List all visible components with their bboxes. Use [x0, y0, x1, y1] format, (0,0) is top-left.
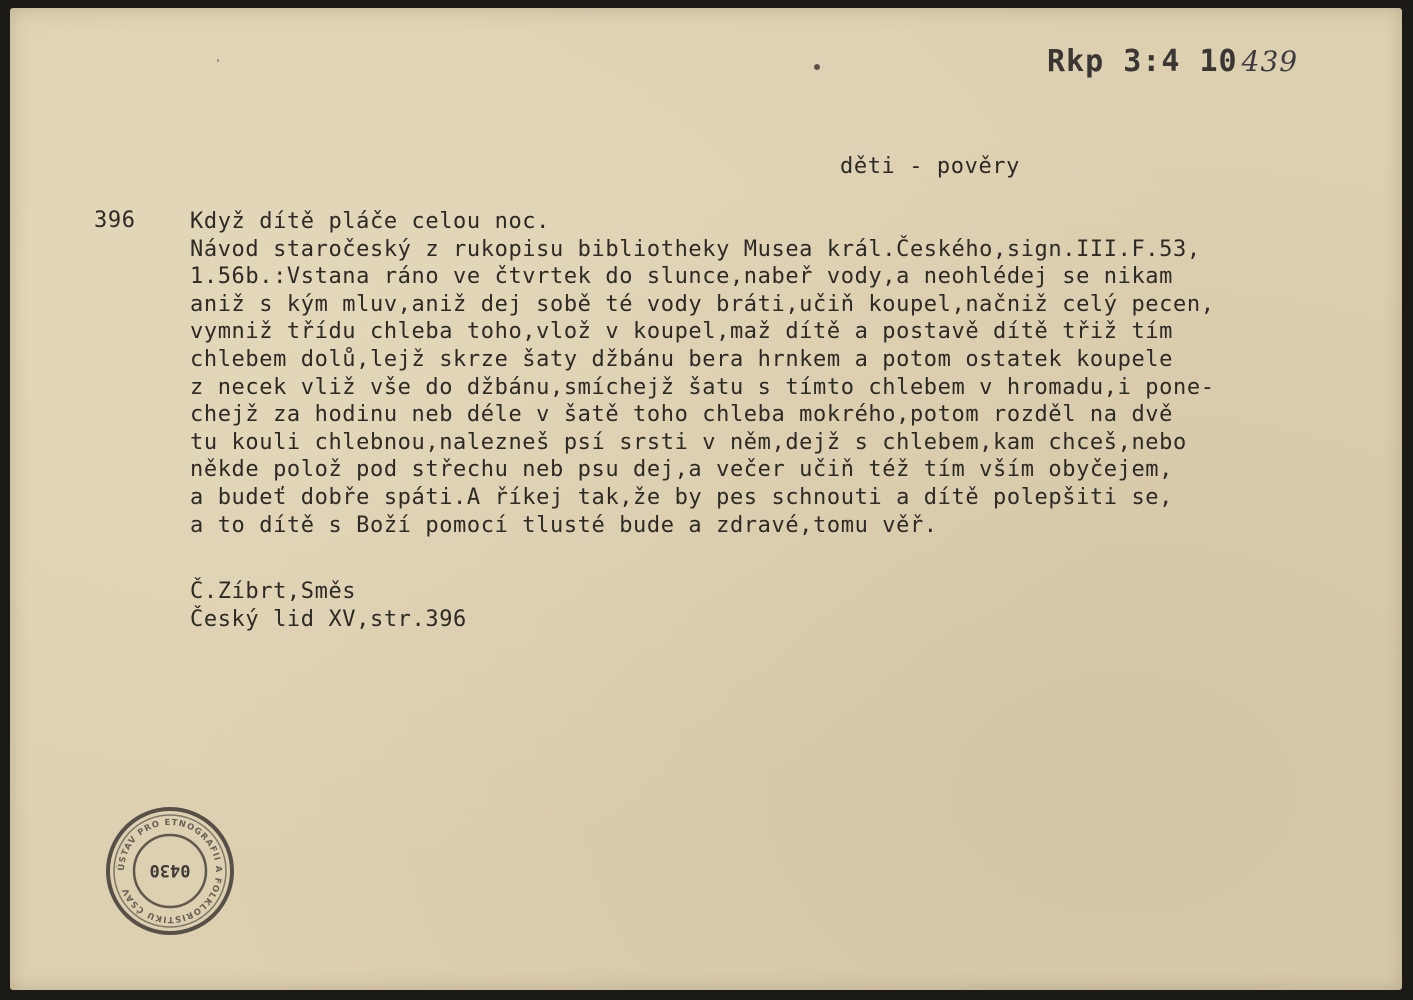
category-heading: děti - pověry — [840, 154, 1020, 179]
source-author: Č.Zíbrt,Směs — [190, 579, 357, 604]
source-citation — [190, 578, 467, 634]
entry-line: 1.56b.:Vstana ráno ve čtvrtek do slunce,nabeř vody,a neohlédej se nikam — [190, 264, 1174, 290]
shelfmark — [1047, 44, 1298, 79]
entry-line: aniž s kým mluv,aniž dej sobě té vody bráti,učiň koupel,načniž celý pecen, — [190, 291, 1215, 317]
shelfmark-typed: Rkp 3:4 10 — [1047, 44, 1238, 79]
entry-line: a budeť dobře spáti.A říkej tak,že by pes schnouti a dítě polepšiti se, — [190, 484, 1174, 510]
entry-line: někde polož pod střechu neb psu dej,a večer učiň též tím vším obyčejem, — [190, 457, 1174, 483]
entry-line: vymniž třídu chleba toho,vlož v koupel,maž dítě a postavě dítě třiž tím — [190, 319, 1174, 345]
stamp-ring-text: ÚSTAV PRO ETNOGRAFII A FOLKLORISTIKU ČSAV — [116, 817, 224, 925]
entry-text — [190, 208, 1215, 539]
entry-line: chejž za hodinu neb déle v šatě toho chleba mokrého,potom rozděl na dvě — [190, 402, 1174, 428]
entry-line: Návod staročeský z rukopisu bibliotheky Musea král.Českého,sign.III.F.53, — [190, 236, 1201, 262]
library-stamp-icon — [102, 803, 238, 939]
entry-line: tu kouli chlebnou,nalezneš psí srsti v něm,dejž s chlebem,kam chceš,nebo — [190, 429, 1187, 455]
entry-line: a to dítě s Boží pomocí tlusté bude a zdravé,tomu věř. — [190, 512, 938, 538]
entry-number: 396 — [94, 208, 136, 233]
source-publication: Český lid XV,str.396 — [190, 607, 467, 632]
entry-line: z necek vliž vše do džbánu,smíchejž šatu s tímto chlebem v hromadu,i pone- — [190, 374, 1215, 400]
paper-speck — [814, 64, 820, 70]
entry-title: Když dítě pláče celou noc. — [190, 209, 550, 234]
shelfmark-handwritten: 439 — [1241, 45, 1299, 78]
paper-speck — [217, 59, 219, 62]
archive-card — [10, 8, 1402, 990]
stamp-inner-text: 0430 — [149, 860, 191, 880]
entry-line: chlebem dolů,lejž skrze šaty džbánu bera hrnkem a potom ostatek koupele — [190, 346, 1174, 372]
